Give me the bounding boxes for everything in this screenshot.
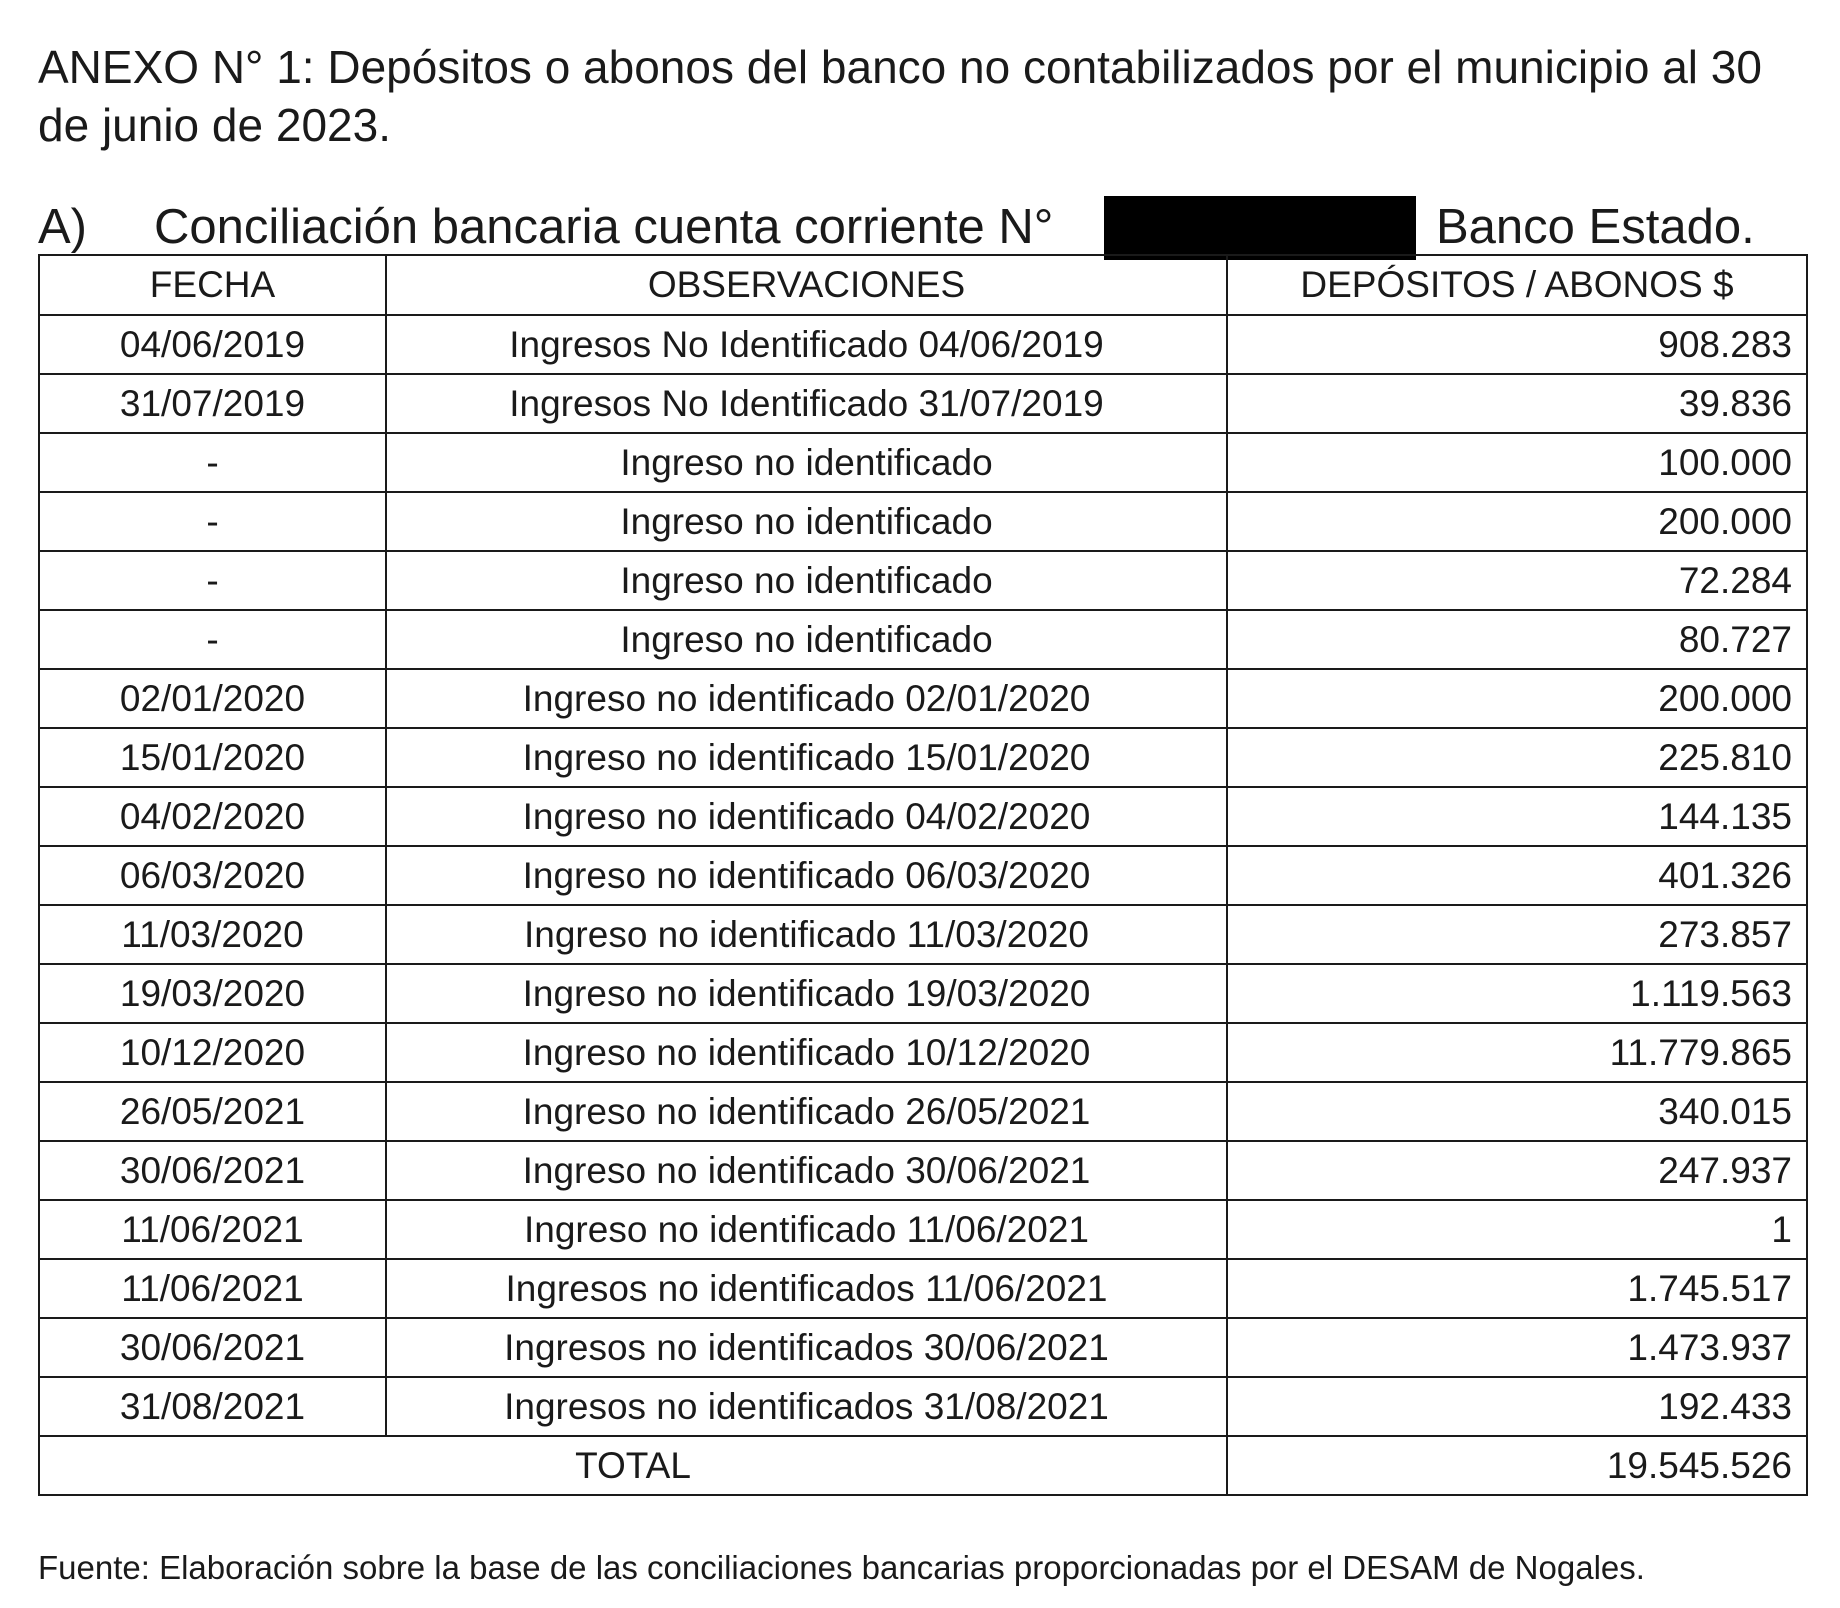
table-row [39, 374, 1807, 433]
source-note: Fuente: Elaboración sobre la base de las conciliaciones bancarias proporcionadas por el DESAM de Nogales. [38, 1549, 1645, 1586]
table-row [39, 787, 1807, 846]
table-row [39, 1023, 1807, 1082]
cell-fecha: - [39, 610, 386, 669]
cell-observacion: Ingreso no identificado [386, 610, 1227, 669]
cell-monto: 200.000 [1227, 669, 1807, 728]
cell-observacion: Ingresos No Identificado 04/06/2019 [386, 315, 1227, 374]
table-body [39, 315, 1807, 1436]
table-total-row [39, 1436, 1807, 1495]
cell-fecha: 02/01/2020 [39, 669, 386, 728]
cell-monto: 908.283 [1227, 315, 1807, 374]
cell-fecha: 30/06/2021 [39, 1141, 386, 1200]
cell-observacion: Ingreso no identificado [386, 492, 1227, 551]
cell-monto: 401.326 [1227, 846, 1807, 905]
table-row [39, 964, 1807, 1023]
header-depositos: DEPÓSITOS / ABONOS $ [1227, 255, 1807, 315]
reconciliation-table [38, 254, 1808, 1496]
cell-observacion: Ingreso no identificado 19/03/2020 [386, 964, 1227, 1023]
cell-observacion: Ingreso no identificado [386, 551, 1227, 610]
cell-monto: 247.937 [1227, 1141, 1807, 1200]
cell-fecha: 26/05/2021 [39, 1082, 386, 1141]
header-observaciones: OBSERVACIONES [386, 255, 1227, 315]
section-bank-name: Banco Estado. [1436, 200, 1755, 254]
table-header-row [39, 255, 1807, 315]
cell-monto: 273.857 [1227, 905, 1807, 964]
cell-observacion: Ingreso no identificado 04/02/2020 [386, 787, 1227, 846]
cell-observacion: Ingreso no identificado [386, 433, 1227, 492]
cell-observacion: Ingresos no identificados 30/06/2021 [386, 1318, 1227, 1377]
table-row [39, 315, 1807, 374]
section-caption: Conciliación bancaria cuenta corriente N° [154, 200, 1054, 254]
cell-observacion: Ingreso no identificado 11/03/2020 [386, 905, 1227, 964]
annex-title: ANEXO N° 1: Depósitos o abonos del banco no contabilizados por el municipio al 30 de junio de 2023. [38, 41, 1762, 151]
cell-observacion: Ingreso no identificado 02/01/2020 [386, 669, 1227, 728]
cell-monto: 144.135 [1227, 787, 1807, 846]
cell-fecha: 30/06/2021 [39, 1318, 386, 1377]
table-row [39, 1318, 1807, 1377]
cell-fecha: 04/02/2020 [39, 787, 386, 846]
cell-fecha: 11/06/2021 [39, 1259, 386, 1318]
total-value: 19.545.526 [1227, 1436, 1807, 1495]
table-row [39, 610, 1807, 669]
cell-fecha: 31/08/2021 [39, 1377, 386, 1436]
cell-monto: 1 [1227, 1200, 1807, 1259]
cell-observacion: Ingreso no identificado 26/05/2021 [386, 1082, 1227, 1141]
cell-fecha: 19/03/2020 [39, 964, 386, 1023]
table-row [39, 905, 1807, 964]
table-row [39, 551, 1807, 610]
table-row [39, 1082, 1807, 1141]
table-row [39, 669, 1807, 728]
table-row [39, 492, 1807, 551]
cell-monto: 39.836 [1227, 374, 1807, 433]
cell-fecha: - [39, 492, 386, 551]
cell-observacion: Ingreso no identificado 11/06/2021 [386, 1200, 1227, 1259]
cell-observacion: Ingresos No Identificado 31/07/2019 [386, 374, 1227, 433]
cell-observacion: Ingreso no identificado 30/06/2021 [386, 1141, 1227, 1200]
cell-monto: 72.284 [1227, 551, 1807, 610]
cell-observacion: Ingreso no identificado 15/01/2020 [386, 728, 1227, 787]
cell-monto: 100.000 [1227, 433, 1807, 492]
cell-observacion: Ingresos no identificados 31/08/2021 [386, 1377, 1227, 1436]
table-row [39, 1259, 1807, 1318]
cell-monto: 80.727 [1227, 610, 1807, 669]
cell-monto: 11.779.865 [1227, 1023, 1807, 1082]
cell-fecha: 10/12/2020 [39, 1023, 386, 1082]
cell-observacion: Ingresos no identificados 11/06/2021 [386, 1259, 1227, 1318]
cell-fecha: 11/03/2020 [39, 905, 386, 964]
cell-fecha: - [39, 551, 386, 610]
table-row [39, 433, 1807, 492]
cell-monto: 192.433 [1227, 1377, 1807, 1436]
section-letter: A) [38, 200, 87, 254]
table-row [39, 1377, 1807, 1436]
redaction-block [1104, 196, 1416, 260]
cell-fecha: 31/07/2019 [39, 374, 386, 433]
table-row [39, 1200, 1807, 1259]
total-label: TOTAL [39, 1436, 1227, 1495]
cell-monto: 225.810 [1227, 728, 1807, 787]
cell-monto: 1.119.563 [1227, 964, 1807, 1023]
cell-fecha: 06/03/2020 [39, 846, 386, 905]
cell-monto: 1.473.937 [1227, 1318, 1807, 1377]
cell-fecha: 15/01/2020 [39, 728, 386, 787]
table-row [39, 1141, 1807, 1200]
cell-fecha: 11/06/2021 [39, 1200, 386, 1259]
header-fecha: FECHA [39, 255, 386, 315]
cell-monto: 200.000 [1227, 492, 1807, 551]
table-row [39, 846, 1807, 905]
cell-observacion: Ingreso no identificado 06/03/2020 [386, 846, 1227, 905]
cell-monto: 340.015 [1227, 1082, 1807, 1141]
cell-fecha: 04/06/2019 [39, 315, 386, 374]
cell-observacion: Ingreso no identificado 10/12/2020 [386, 1023, 1227, 1082]
cell-monto: 1.745.517 [1227, 1259, 1807, 1318]
section-heading [38, 192, 1818, 262]
table-row [39, 728, 1807, 787]
cell-fecha: - [39, 433, 386, 492]
